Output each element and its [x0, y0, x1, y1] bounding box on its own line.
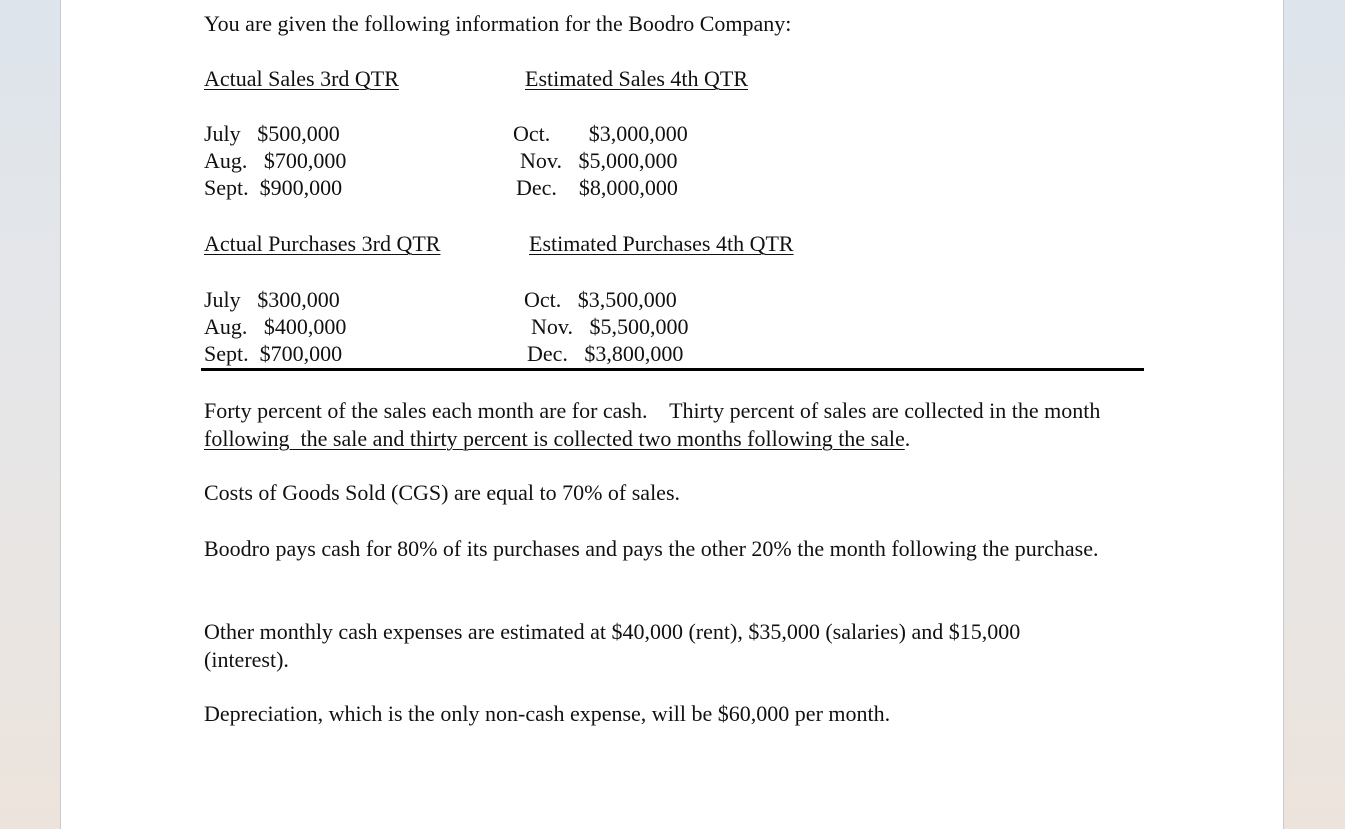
collections-lead-text: Forty percent of the sales each month are for cash. Thirty percent of sales are collected in the month: [204, 398, 1106, 423]
actual-sales-row: [204, 174, 342, 201]
amount-value: $700,000: [263, 148, 347, 173]
estimated-purchases-row: [531, 313, 688, 340]
amount-value: $5,500,000: [589, 314, 689, 339]
estimated-sales-heading: Estimated Sales 4th QTR: [525, 66, 749, 91]
month-label: Dec.: [516, 175, 557, 200]
amount-value: $3,000,000: [588, 121, 688, 146]
collections-underlined-text: following the sale and thirty percent is collected two months following the sale: [204, 425, 905, 451]
month-label: Sept.: [204, 341, 249, 366]
estimated-sales-row: [520, 147, 677, 174]
collections-paragraph: [204, 397, 1104, 452]
month-label: Oct.: [513, 121, 551, 146]
cgs-paragraph: Costs of Goods Sold (CGS) are equal to 70% of sales.: [204, 480, 681, 505]
estimated-sales-row: [516, 174, 678, 201]
amount-value: $500,000: [257, 121, 340, 146]
month-label: July: [204, 121, 241, 146]
expenses-paragraph: Other monthly cash expenses are estimated at $40,000 (rent), $35,000 (salaries) and $15,000 (interest).: [204, 619, 1021, 672]
amount-value: $400,000: [263, 314, 347, 339]
intro-text: You are given the following information for the Boodro Company:: [204, 11, 792, 36]
amount-value: $8,000,000: [578, 175, 678, 200]
actual-purchases-row: [204, 340, 342, 367]
month-label: Oct.: [524, 287, 562, 312]
collections-end-text: .: [904, 425, 911, 451]
depreciation-paragraph: Depreciation, which is the only non-cash expense, will be $60,000 per month.: [204, 701, 891, 726]
amount-value: $300,000: [257, 287, 340, 312]
estimated-purchases-row: [527, 340, 683, 367]
document-page: [60, 0, 1284, 829]
payments-paragraph: Boodro pays cash for 80% of its purchases and pays the other 20% the month following the purchase.: [204, 536, 1099, 561]
actual-purchases-row: [204, 286, 340, 313]
month-label: Aug.: [204, 148, 248, 173]
actual-sales-row: [204, 120, 340, 147]
month-label: Sept.: [204, 175, 249, 200]
month-label: Aug.: [204, 314, 248, 339]
estimated-purchases-row: [524, 286, 677, 313]
amount-value: $700,000: [259, 341, 343, 366]
actual-purchases-heading: Actual Purchases 3rd QTR: [204, 231, 441, 256]
month-label: Nov.: [520, 148, 562, 173]
actual-purchases-row: [204, 313, 346, 340]
month-label: Dec.: [527, 341, 568, 366]
estimated-sales-row: [513, 120, 688, 147]
actual-sales-row: [204, 147, 346, 174]
estimated-purchases-heading: Estimated Purchases 4th QTR: [529, 231, 794, 256]
actual-sales-heading: Actual Sales 3rd QTR: [204, 66, 399, 91]
month-label: Nov.: [531, 314, 573, 339]
amount-value: $900,000: [259, 175, 343, 200]
amount-value: $3,800,000: [584, 341, 684, 366]
month-label: July: [204, 287, 241, 312]
section-divider: [201, 368, 1144, 371]
amount-value: $5,000,000: [578, 148, 678, 173]
amount-value: $3,500,000: [577, 287, 677, 312]
